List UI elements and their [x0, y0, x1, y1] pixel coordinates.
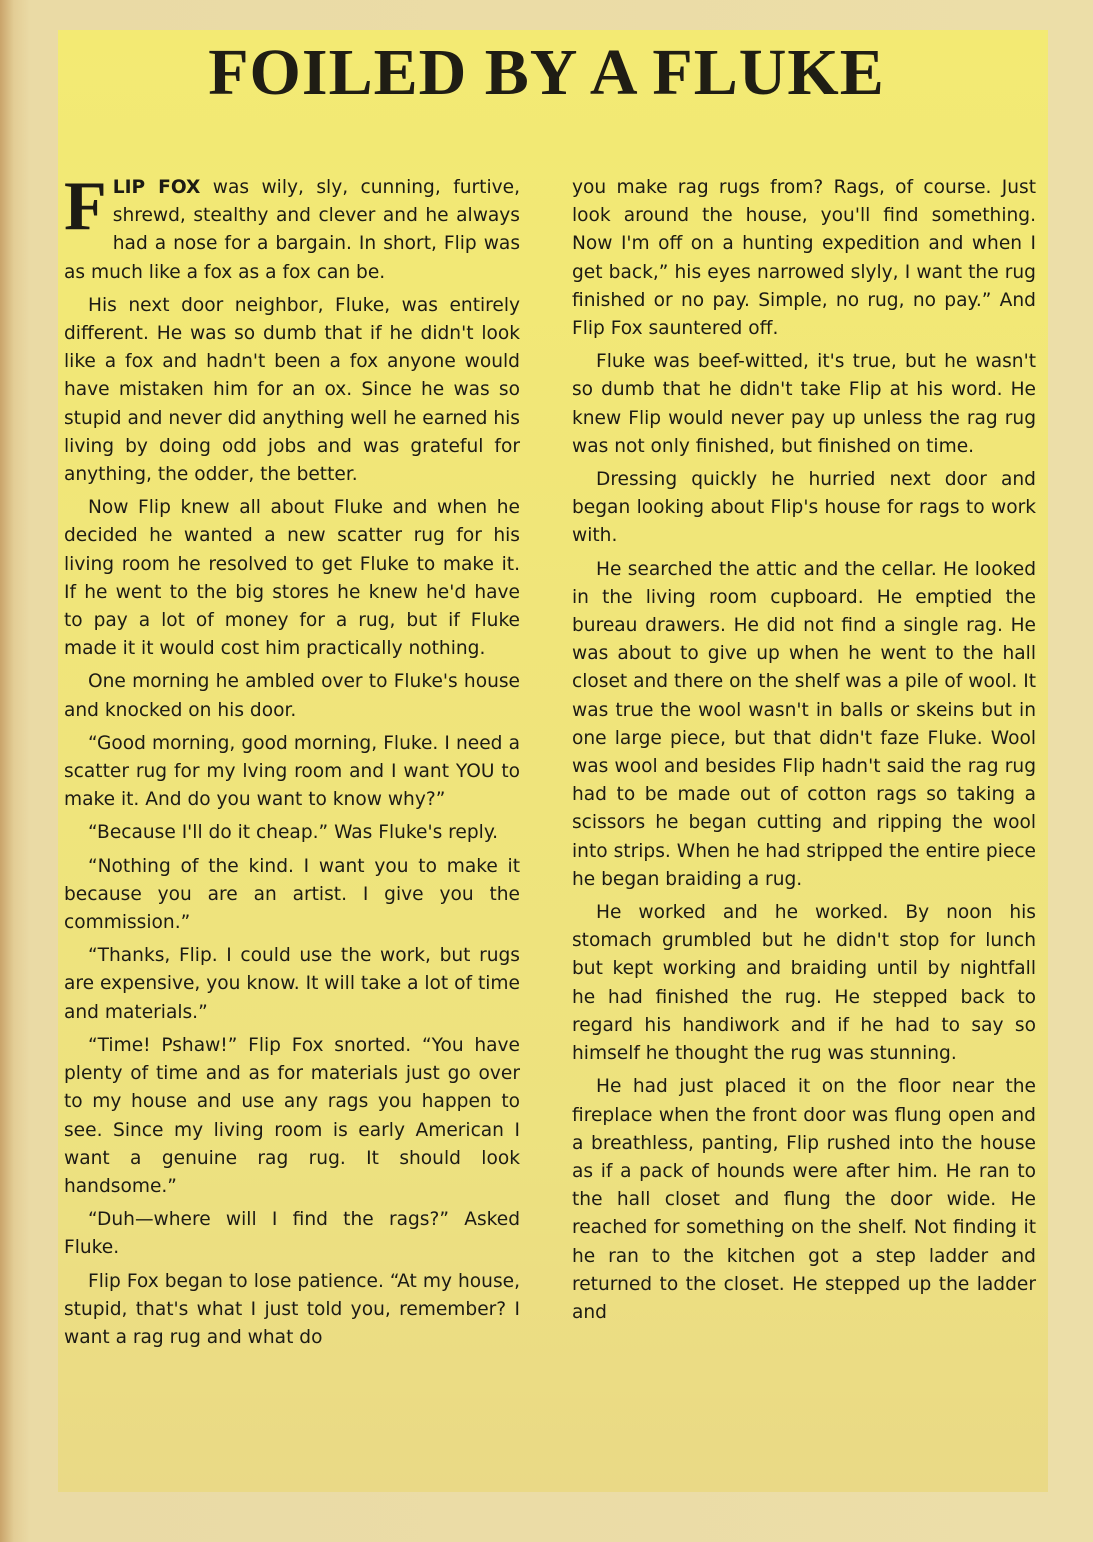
- paragraph-13: Fluke was beef-witted, it's true, but he wasn't so dumb that he didn't take Flip at his word. He knew Flip would never pay up unless the rag rug was not only finished, but finished on time.: [572, 351, 1036, 457]
- right-column: [572, 174, 1036, 1332]
- paragraph-2: His next door neighbor, Fluke, was entirely different. He was so dumb that if he didn't look like a fox and hadn't been a fox anyone would have mistaken him for an ox. Since he was so stupid and never did anything well he earned his living by doing odd jobs and was grateful for anything, the odder, the better.: [64, 294, 520, 486]
- paragraph-14: Dressing quickly he hurried next door and began looking about Flip's house for rags to work with.: [572, 469, 1036, 547]
- paragraph-4: One morning he ambled over to Fluke's house and knocked on his door.: [64, 671, 520, 721]
- paragraph-6: “Because I'll do it cheap.” Was Fluke's reply.: [88, 822, 499, 844]
- story-title: FOILED BY A FLUKE: [208, 36, 885, 109]
- paragraph-12: you make rag rugs from? Rags, of course. Just look around the house, you'll find something. Now I'm off on a hunting expedition and when I get back,” his eyes narrowed slyly, I want the rug finished or no pay. Simple, no rug, no pay.” And Flip Fox sauntered off.: [572, 177, 1036, 340]
- paragraph-1-text: was wily, sly, cunning, furtive, shrewd, stealthy and clever and he always had a nose for a bargain. In short, Flip was as much like a fox as a fox can be.: [64, 177, 520, 283]
- left-column: [64, 168, 520, 1357]
- paragraph-7: “Nothing of the kind. I want you to make it because you are an artist. I give you the commission.”: [64, 855, 520, 934]
- paragraph-3: Now Flip knew all about Fluke and when he decided he wanted a new scatter rug for his living room he resolved to get Fluke to make it. If he went to the big stores he knew he'd have to pay a lot of money for a rug, but if Fluke made it it would cost him practically nothing.: [64, 497, 520, 660]
- drop-cap: F: [64, 168, 107, 245]
- paragraph-15: He searched the attic and the cellar. He looked in the living room cupboard. He emptied the bureau drawers. He did not find a single rag. He was about to give up when he went to the hall closet and there on the shelf was a pile of wool. It was true the wool wasn't in balls or skeins but in one large piece, but that didn't faze Fluke. Wool was wool and besides Flip hadn't said the rag rug had to be made out of cotton rags so taking a scissors he began cutting and ripping the wool into strips. When he had stripped the entire piece he began braiding a rug.: [572, 558, 1036, 890]
- paragraph-11: Flip Fox began to lose patience. “At my house, stupid, that's what I just told you, remember? I want a rag rug and what do: [64, 1270, 520, 1348]
- paragraph-17: He had just placed it on the floor near the fireplace when the front door was flung open and a breathless, panting, Flip rushed into the house as if a pack of hounds were after him. He ran to the hall closet and flung the door wide. He reached for something on the shelf. Not finding it he ran to the kitchen got a step ladder and returned to the closet. He stepped up the ladder and: [572, 1076, 1036, 1323]
- paragraph-8: “Thanks, Flip. I could use the work, but rugs are expensive, you know. It will take a lot of time and materials.”: [64, 945, 520, 1023]
- paragraph-10: “Duh—where will I find the rags?” Asked Fluke.: [64, 1209, 520, 1259]
- paragraph-9: “Time! Pshaw!” Flip Fox snorted. “You have plenty of time and as for materials just go over to my house and use any rags you happen to see. Since my living room is early American I want a genuine rag rug. It should look handsome.”: [64, 1034, 520, 1197]
- paragraph-5: “Good morning, good morning, Fluke. I need a scatter rug for my lving room and I want YOU to make it. And do you want to know why?”: [64, 732, 520, 811]
- lead-in-caps: LIP FOX: [112, 177, 201, 198]
- paragraph-1: [64, 168, 520, 287]
- paragraph-16: He worked and he worked. By noon his stomach grumbled but he didn't stop for lunch but kept working and braiding until by nightfall he had finished the rug. He stepped back to regard his handiwork and if he had to say so himself he thought the rug was stunning.: [572, 902, 1036, 1065]
